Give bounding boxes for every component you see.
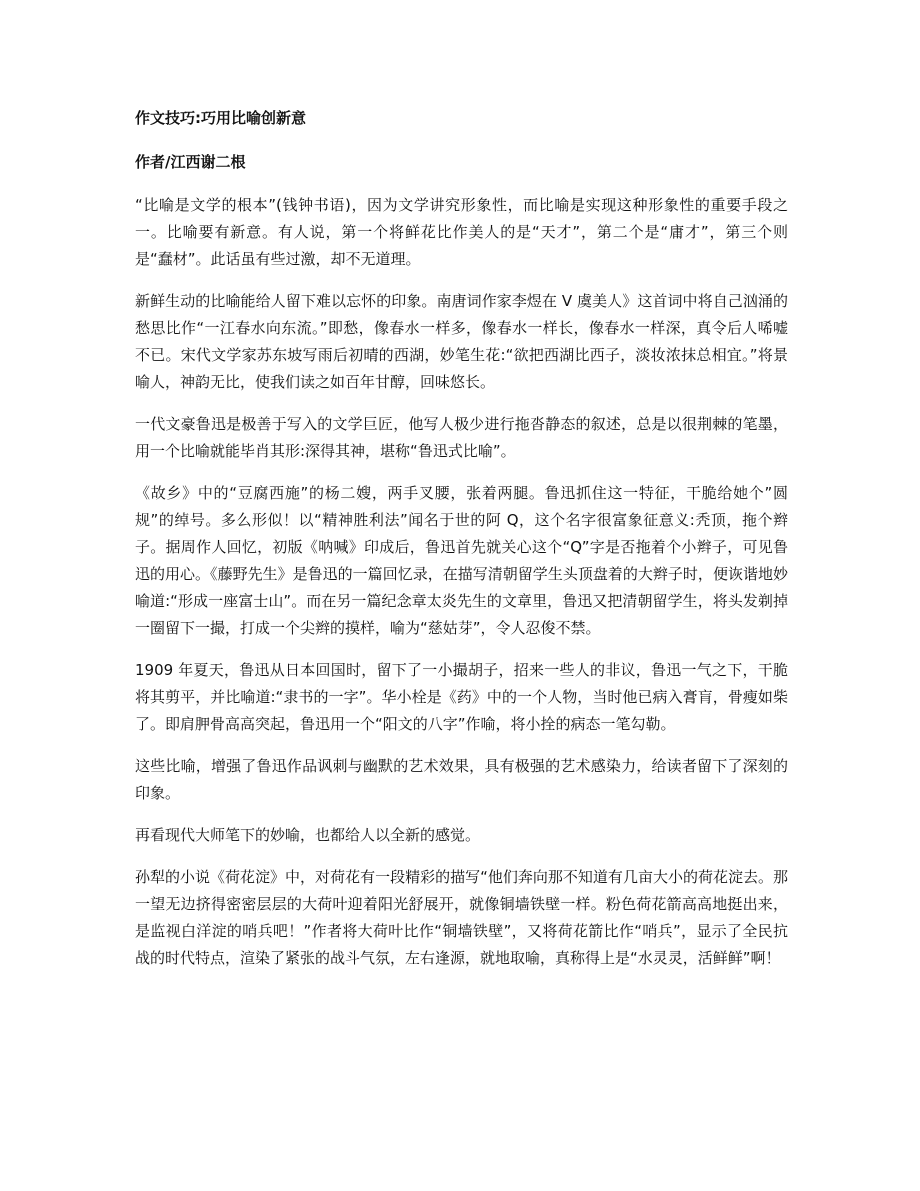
article-title: 作文技巧:巧用比喻创新意 <box>135 109 306 127</box>
paragraph-7: 再看现代大师笔下的妙喻，也都给人以全新的感觉。 <box>135 826 481 844</box>
paragraph-4: 《故乡》中的“豆腐西施”的杨二嫂，两手叉腰，张着两腿。鲁迅抓住这一特征，干脆给她个”圆规”的绰号。多么形似！以“精神胜利法”闻名于世的阿 Q，这个名字很富象征意义:秃顶，拖个辫子。据周作人回忆，初版《呐喊》印成后，鲁迅首先就关心这个“Q”字是否拖着个小辫子，可见鲁迅的用心。《藤野先生》是鲁迅的一篇回忆录，在描写清朝留学生头顶盘着的大辫子时，便诙谐地妙喻道:“形成一座富士山”。而在另一篇纪念章太炎先生的文章里，鲁迅又把清朝留学生，将头发剃掉一圈留下一撮，打成一个尖辫的摸样，喻为“慈姑芽”，令人忍俊不禁。 <box>135 484 788 637</box>
paragraph-5: 1909 年夏天，鲁迅从日本回国时，留下了一小撮胡子，招来一些人的非议，鲁迅一气之下，干脆将其剪平，并比喻道:“隶书的一字”。华小栓是《药》中的一个人物，当时他已病入膏肓，骨瘦如柴了。即肩胛骨高高突起，鲁迅用一个“阳文的八字”作喻，将小拴的病态一笔勾勒。 <box>135 661 788 733</box>
article-author: 作者/江西谢二根 <box>135 153 246 171</box>
paragraph-6: 这些比喻，增强了鲁迅作品讽刺与幽默的艺术效果，具有极强的艺术感染力，给读者留下了深刻的印象。 <box>135 757 788 802</box>
paragraph-3: 一代文豪鲁迅是极善于写入的文学巨匠，他写人极少进行拖沓静态的叙述，总是以很荆棘的笔墨，用一个比喻就能毕肖其形:深得其神，堪称“鲁迅式比喻”。 <box>135 415 788 460</box>
paragraph-1: “比喻是文学的根本”(钱钟书语)，因为文学讲究形象性，而比喻是实现这种形象性的重要手段之一。比喻要有新意。有人说，第一个将鲜花比作美人的是“天才”，第二个是“庸才”，第三个则是“蠢材”。此话虽有些过激，却不无道理。 <box>135 196 788 268</box>
paragraph-8: 孙犁的小说《荷花淀》中，对荷花有一段精彩的描写“他们奔向那不知道有几亩大小的荷花淀去。那一望无边挤得密密层层的大荷叶迎着阳光舒展开，就像铜墙铁壁一样。粉色荷花箭高高地挺出来，是监视白洋淀的哨兵吧！”作者将大荷叶比作“铜墙铁壁”，又将荷花箭比作“哨兵”，显示了全民抗战的时代特点，渲染了紧张的战斗气氛，左右逢源，就地取喻，真称得上是“水灵灵，活鲜鲜”啊！ <box>135 868 788 967</box>
paragraph-2: 新鲜生动的比喻能给人留下难以忘怀的印象。南唐词作家李煜在 V 虞美人》这首词中将自己汹涌的愁思比作“一江春水向东流。”即愁，像春水一样多，像春水一样长，像春水一样深，真令后人唏嘘不已。宋代文学家苏东坡写雨后初晴的西湖，妙笔生花:“欲把西湖比西子，淡妆浓抹总相宜。”将景喻人，神韵无比，使我们读之如百年甘醇，回味悠长。 <box>135 292 788 391</box>
